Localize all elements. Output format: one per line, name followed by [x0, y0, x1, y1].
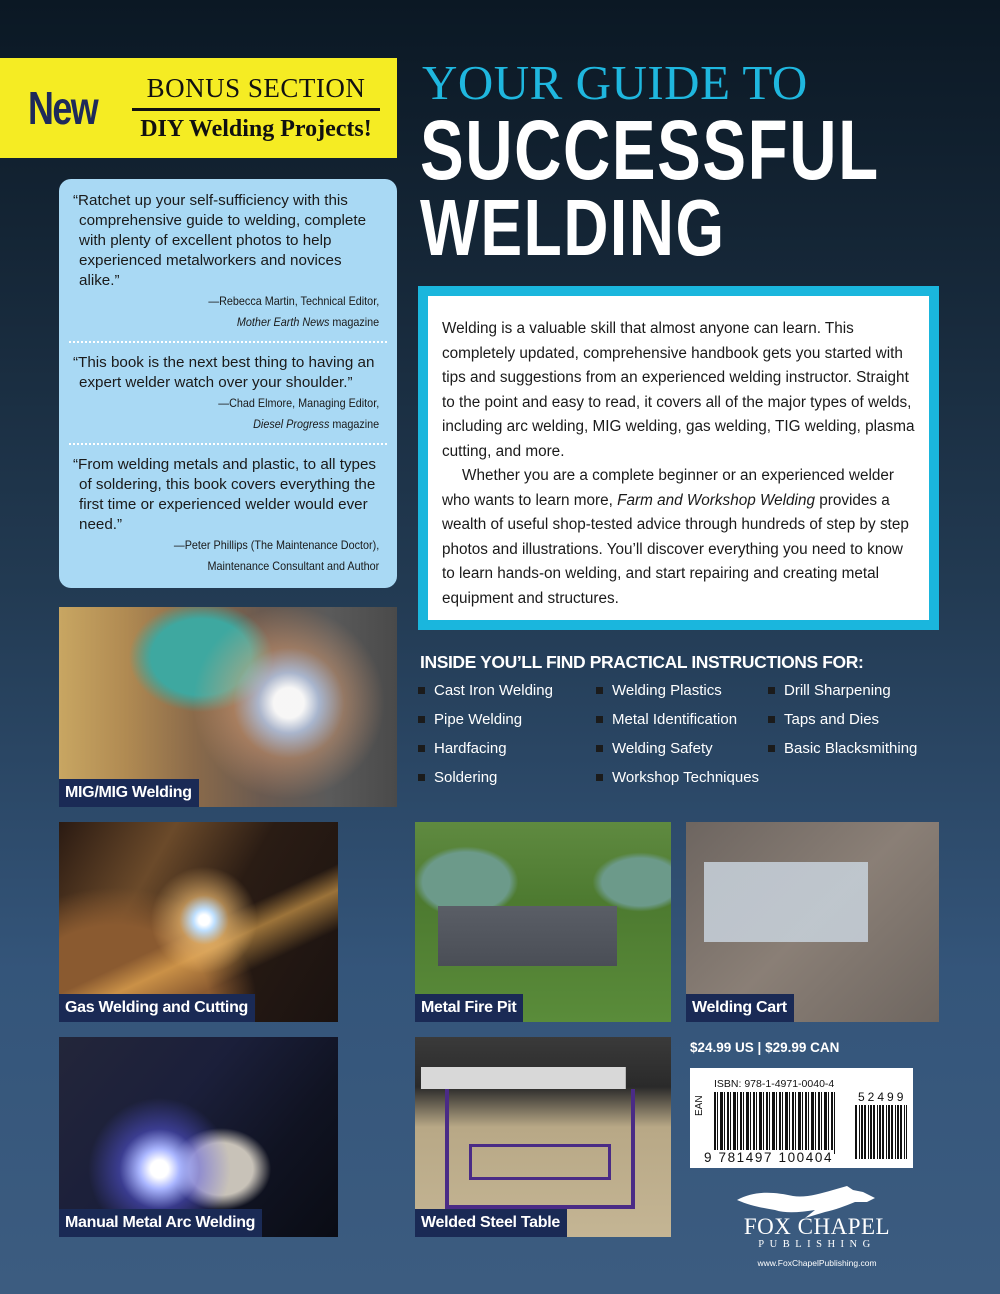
- photo-welding-cart: [686, 822, 939, 1022]
- quote-text: “This book is the next best thing to having an expert welder watch over your shoulder.”: [73, 354, 375, 391]
- banner-title: BONUS SECTION: [132, 75, 380, 111]
- description-paragraph-2: [442, 464, 915, 611]
- description-paragraph-1: Welding is a valuable skill that almost anyone can learn. This completely updated, comprehensive handbook gets you started with tips and suggestions from an experienced welding instructor. Straight to the point and easy to read, it covers all of the major types of welds, including arc welding, MIG welding, gas welding, TIG welding, plasma cutting, and more.: [442, 320, 915, 460]
- photo-arc-welding: [59, 1037, 338, 1237]
- square-bullet-icon: [768, 716, 775, 723]
- barcode: [690, 1068, 913, 1168]
- list-item: [596, 767, 768, 788]
- photo-caption: MIG/MIG Welding: [59, 779, 199, 807]
- attribution-name: —Rebecca Martin, Technical Editor,: [208, 294, 380, 308]
- publisher-url[interactable]: www.FoxChapelPublishing.com: [757, 1258, 877, 1268]
- paragraph-text: provides a wealth of useful shop-tested advice through hundreds of step by step photos and illustrations. You’ll discover everything you need to know to learn hands-on welding, and start repairing and creating metal equipment and structures.: [442, 491, 909, 607]
- list-item: [418, 709, 596, 730]
- quote-text: “Ratchet up your self-sufficiency with this comprehensive guide to welding, complete with plenty of excellent photos to help experienced metalworkers and novices alike.”: [73, 192, 367, 289]
- barcode-digits: [704, 1150, 833, 1165]
- photo-mig-welding: [59, 607, 397, 807]
- list-item-label: Cast Iron Welding: [434, 682, 553, 699]
- dotted-divider: [69, 341, 387, 343]
- publication-title: Diesel Progress: [253, 417, 330, 431]
- photo-gas-welding: [59, 822, 338, 1022]
- publication-suffix: magazine: [329, 417, 380, 431]
- photo-caption: Welded Steel Table: [415, 1209, 567, 1237]
- book-title: Farm and Workshop Welding: [617, 491, 815, 509]
- attribution-role: Maintenance Consultant and Author: [207, 559, 380, 573]
- list-item-label: Drill Sharpening: [784, 682, 891, 699]
- barcode-number: 9 781497 100404: [704, 1150, 834, 1165]
- list-item: [768, 738, 948, 759]
- square-bullet-icon: [418, 774, 425, 781]
- list-item: [418, 680, 596, 701]
- list-item: [768, 680, 948, 701]
- description-box: [418, 286, 939, 630]
- quote-text: “From welding metals and plastic, to all types of soldering, this book covers everything the first time or experienced welder would ever need.”: [73, 456, 377, 533]
- testimonial: [73, 455, 381, 577]
- banner-text: [132, 75, 380, 141]
- bonus-section-banner: [0, 58, 397, 158]
- publication-title: Mother Earth News: [236, 315, 330, 329]
- list-item-label: Welding Safety: [612, 740, 713, 757]
- barcode-bars-icon: [714, 1092, 836, 1154]
- attribution-name: —Chad Elmore, Managing Editor,: [218, 396, 380, 410]
- list-item: [418, 738, 596, 759]
- quote-attribution: [104, 535, 381, 577]
- list-item-label: Taps and Dies: [784, 711, 880, 728]
- new-label: New: [28, 82, 98, 134]
- title-line-1: YOUR GUIDE TO: [422, 55, 808, 110]
- table-frame-shape: [445, 1089, 635, 1209]
- publisher-subtitle: PUBLISHING: [758, 1239, 876, 1250]
- title-line-3: WELDING: [420, 183, 726, 272]
- attribution-publication: [104, 312, 379, 333]
- square-bullet-icon: [596, 774, 603, 781]
- paragraph-text: Whether you are a complete beginner or an experienced welder who wants to learn more,: [442, 467, 894, 509]
- publication-suffix: magazine: [329, 315, 380, 329]
- list-item: [596, 680, 768, 701]
- ean-label: EAN: [694, 1095, 705, 1116]
- square-bullet-icon: [596, 687, 603, 694]
- dotted-divider: [69, 443, 387, 445]
- description-content: [428, 296, 929, 620]
- list-item: [596, 709, 768, 730]
- square-bullet-icon: [418, 687, 425, 694]
- photo-fire-pit: [415, 822, 671, 1022]
- list-item-label: Soldering: [434, 769, 498, 786]
- list-item: [768, 709, 948, 730]
- square-bullet-icon: [768, 687, 775, 694]
- testimonial: [73, 191, 381, 333]
- title-line-2: SUCCESSFUL: [420, 103, 880, 197]
- attribution-publication: [104, 414, 379, 435]
- barcode-addon-bars-icon: [855, 1105, 907, 1159]
- publisher-name: FOX CHAPEL: [743, 1214, 891, 1239]
- list-item-label: Hardfacing: [434, 740, 507, 757]
- list-item-label: Workshop Techniques: [612, 769, 760, 786]
- square-bullet-icon: [768, 745, 775, 752]
- instructions-heading: INSIDE YOU’LL FIND PRACTICAL INSTRUCTIONS FOR:: [420, 652, 864, 672]
- list-item: [596, 738, 768, 759]
- instructions-list: [418, 680, 948, 788]
- quote-attribution: [104, 291, 381, 333]
- list-item: [418, 767, 596, 788]
- attribution-name: —Peter Phillips (The Maintenance Doctor),: [173, 538, 380, 552]
- testimonial: [73, 353, 381, 435]
- list-item-label: Basic Blacksmithing: [784, 740, 918, 757]
- testimonials-box: [59, 179, 397, 588]
- square-bullet-icon: [596, 745, 603, 752]
- list-item-label: Metal Identification: [612, 711, 738, 728]
- list-item-label: Pipe Welding: [434, 711, 523, 728]
- photo-caption: Metal Fire Pit: [415, 994, 523, 1022]
- square-bullet-icon: [418, 716, 425, 723]
- square-bullet-icon: [596, 716, 603, 723]
- square-bullet-icon: [418, 745, 425, 752]
- barcode-addon-number: 52499: [858, 1090, 907, 1104]
- photo-caption: Welding Cart: [686, 994, 794, 1022]
- photo-caption: Manual Metal Arc Welding: [59, 1209, 262, 1237]
- banner-subtitle: DIY Welding Projects!: [140, 116, 372, 142]
- photo-caption: Gas Welding and Cutting: [59, 994, 255, 1022]
- quote-attribution: [104, 393, 381, 435]
- price-label: $24.99 US | $29.99 CAN: [690, 1040, 840, 1055]
- isbn-label: ISBN: 978-1-4971-0040-4: [714, 1078, 835, 1090]
- list-item-label: Welding Plastics: [612, 682, 722, 699]
- photo-steel-table: [415, 1037, 671, 1237]
